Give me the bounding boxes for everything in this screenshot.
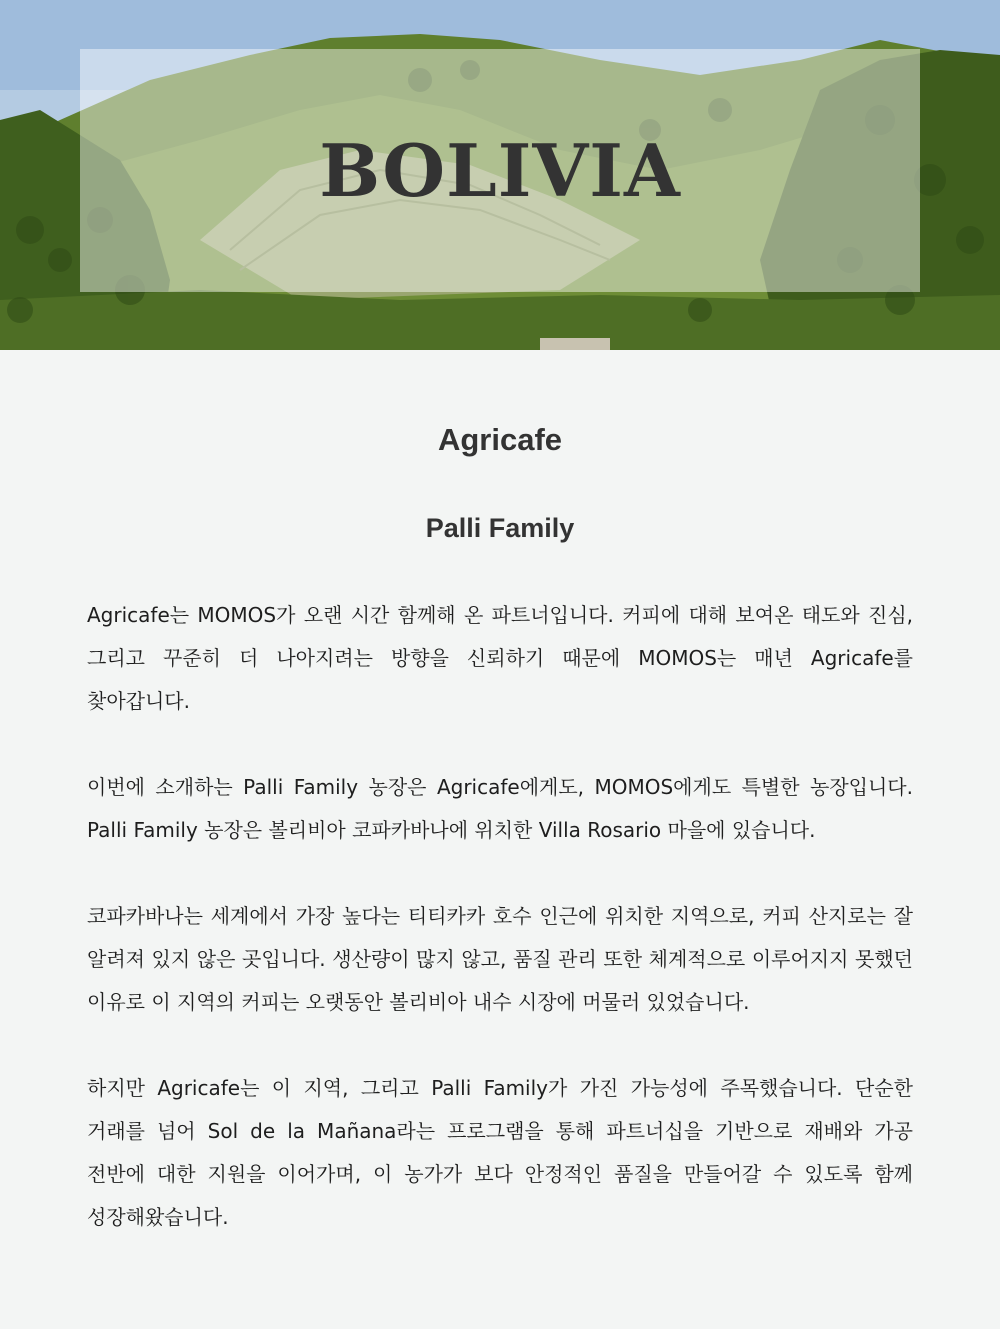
importer-heading: Agricafe [437, 422, 563, 457]
hero-banner [0, 0, 1000, 350]
paragraph-4: 하지만 Agricafe는 이 지역, 그리고 Palli Family가 가진 가능성에 주목했습니다. 단순한 거래를 넘어 Sol de la Mañana라는 프로그램을 통해 파트너십을 기반으로 재배와 가공 전반에 대한 지원을 이어가며, 이 농가가 보다 안정적인 품질을 만들어갈 수 있도록 함께 성장해왔습니다. [87, 1076, 913, 1229]
farm-heading: Palli Family [425, 513, 575, 543]
article-body [87, 594, 913, 1239]
article-content [87, 350, 913, 1239]
hero-title: BOLIVIA [319, 128, 681, 213]
hero-title-box [80, 49, 920, 292]
paragraph-3: 코파카바나는 세계에서 가장 높다는 티티카카 호수 인근에 위치한 지역으로, 커피 산지로는 잘 알려져 있지 않은 곳입니다. 생산량이 많지 않고, 품질 관리 또한 체계적으로 이루어지지 못했던 이유로 이 지역의 커피는 오랫동안 볼리비아 내수 시장에 머물러 있었습니다. [87, 904, 913, 1014]
paragraph-2: 이번에 소개하는 Palli Family 농장은 Agricafe에게도, MOMOS에게도 특별한 농장입니다. Palli Family 농장은 볼리비아 코파카바나에 위치한 Villa Rosario 마을에 있습니다. [87, 775, 913, 842]
paragraph-1: Agricafe는 MOMOS가 오랜 시간 함께해 온 파트너입니다. 커피에 대해 보여온 태도와 진심, 그리고 꾸준히 더 나아지려는 방향을 신뢰하기 때문에 MOMOS는 매년 Agricafe를 찾아갑니다. [87, 603, 913, 713]
